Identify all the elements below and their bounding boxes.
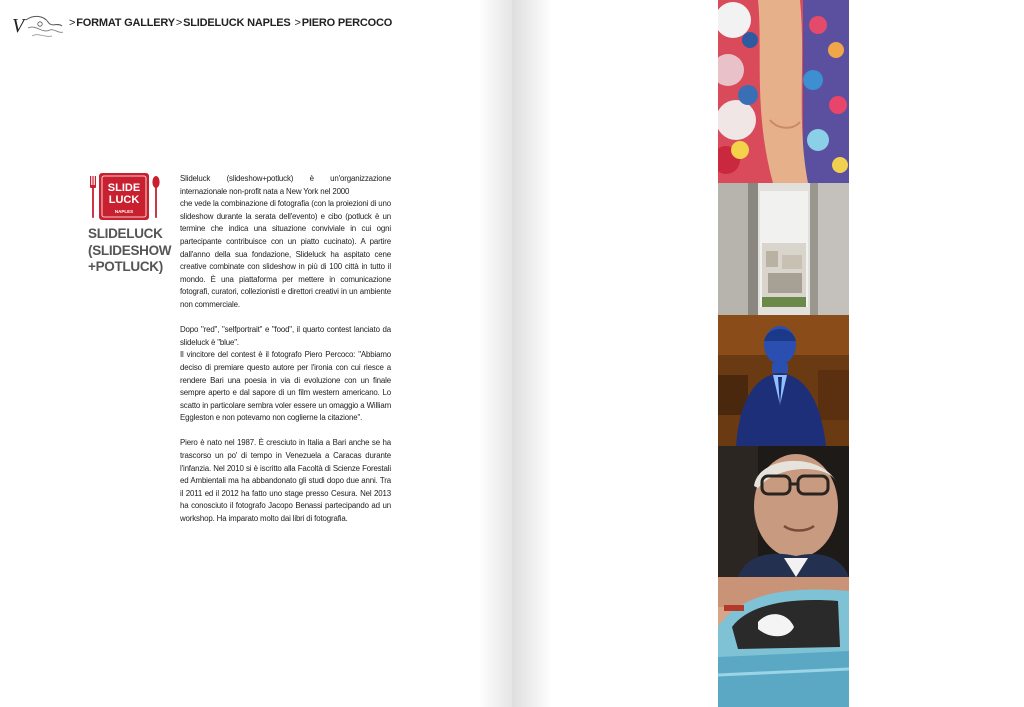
breadcrumb-format-gallery[interactable]: FORMAT GALLERY <box>76 17 175 29</box>
slideluck-heading: SLIDELUCK (SLIDESHOW +POTLUCK) <box>88 226 172 274</box>
svg-text:LUCK: LUCK <box>108 194 140 206</box>
magazine-logo[interactable] <box>10 12 66 40</box>
blue-car-photo[interactable] <box>718 577 849 707</box>
article-body <box>180 173 391 526</box>
article-paragraph: Slideluck (slideshow+potluck) è un'organizzazione <box>180 174 391 183</box>
gutter-shadow-right <box>512 0 552 707</box>
slideluck-logo <box>88 172 162 222</box>
breadcrumb-slideluck-naples[interactable]: SLIDELUCK NAPLES <box>183 17 291 29</box>
photo-strip <box>718 0 849 707</box>
breadcrumb-separator: > <box>69 17 76 29</box>
breadcrumb-separator: > <box>294 17 301 29</box>
article-paragraph: Piero è nato nel 1987. È cresciuto in Italia a Bari anche se ha trascorso un po' di tempo in Venezuela a Caracas durante l'infanzia. Nel 2010 si è iscritto alla Facoltà di Scienze Forestali ed Ambientali ma ha abbandonato gli studi dopo due anni. Tra il 2011 ed il 2012 ha fatto uno stage presso Cesura. Nel 2013 ha conosciuto il fotografo Jacopo Benassi partecipando ad un workshop. Ha imparato molto dai libri di fotografia. <box>180 438 391 524</box>
article-paragraph: Il vincitore del contest è il fotografo Piero Percoco: "Abbiamo deciso di premiare questo autore per l'ironia con cui riesce a rendere Bari una poesia in via di evoluzione con un finale sempre aperto e dal sapore di un film western americano. Lo scatto in particolare sembra voler essere un omaggio a William Eggleston e non potevamo non coglierne la citazione". <box>180 350 391 423</box>
svg-text:V: V <box>12 15 25 37</box>
breadcrumb-piero-percoco[interactable]: PIERO PERCOCO <box>301 17 393 29</box>
gutter-shadow-left <box>478 0 512 707</box>
svg-text:SLIDE: SLIDE <box>107 182 141 194</box>
blue-man-photo[interactable] <box>718 315 849 446</box>
window-view-photo[interactable] <box>718 183 849 315</box>
article-paragraph: che vede la combinazione di fotografia (con la proiezioni di uno slideshow durante la serata dell'evento) e cibo (potluck è un termine che indica una situazione conviviale in cui ogni partecipante contribuisce con un piatto cucinato). A partire dall'anno della sua fondazione, Slideluck ha aspitato cene creative combinate con slideshow in più di 100 città in tutto il mondo. È una piattaforma per mettere in comunicazione fotografi, curatori, collezionisti e direttori creativi in un ambiente non commerciale. <box>180 199 391 309</box>
slideluck-brand <box>88 172 172 276</box>
floral-dress-photo[interactable] <box>718 0 849 183</box>
header <box>10 12 392 40</box>
article-paragraph: internazionale non-profit nata a New York nel 2000 <box>180 186 350 196</box>
article-paragraph: Dopo "red", "selfportrait" e "food", il quarto contest lanciato da slideluck è "blue". <box>180 325 391 347</box>
breadcrumb-separator: > <box>175 17 183 29</box>
svg-text:NAPLES: NAPLES <box>114 209 134 214</box>
old-man-glasses-photo[interactable] <box>718 446 849 577</box>
breadcrumb <box>68 17 392 29</box>
